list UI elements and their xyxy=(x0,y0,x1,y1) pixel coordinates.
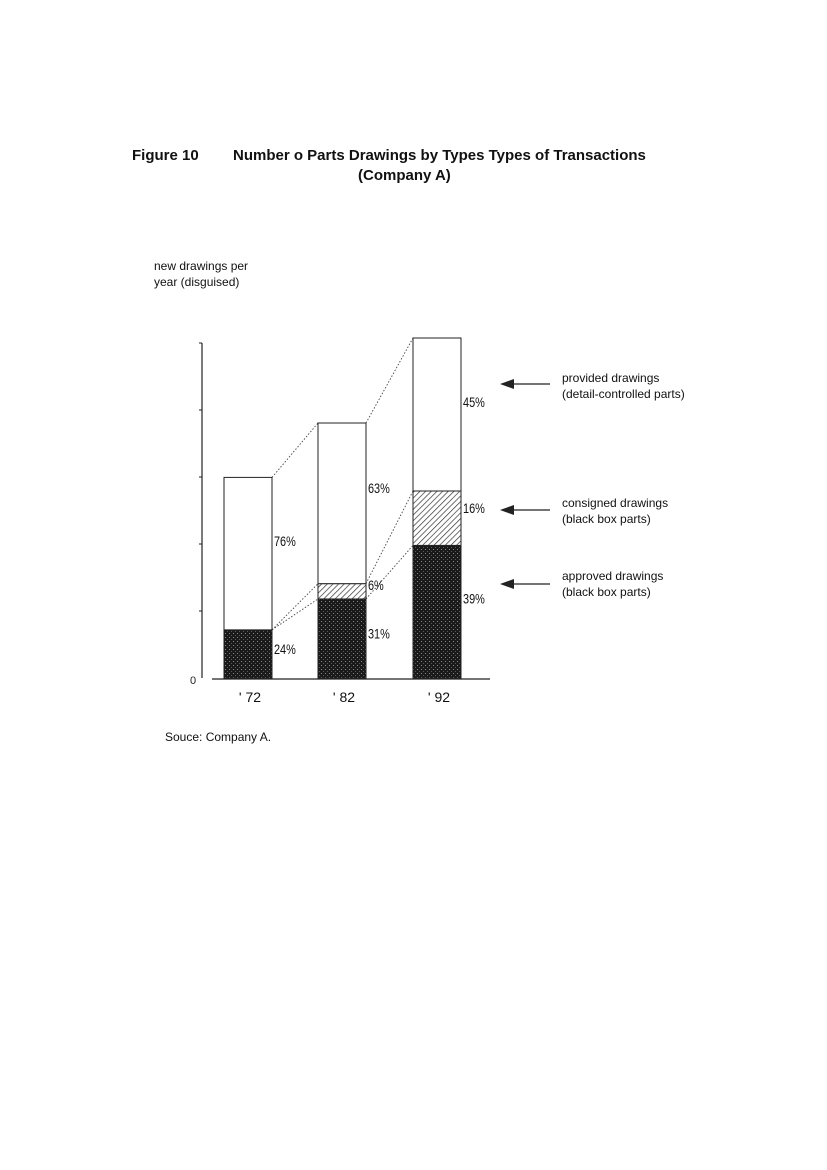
data-label-provided: 76% xyxy=(273,533,296,550)
figure-title-sub: (Company A) xyxy=(358,167,451,184)
connector-provided xyxy=(272,423,318,477)
data-label-consigned: 6% xyxy=(368,577,384,594)
data-label-approved: 39% xyxy=(462,591,485,607)
figure-title-main: Number o Parts Drawings by Types Types of Transactions xyxy=(233,147,646,164)
data-label-approved: 31% xyxy=(368,626,390,642)
bar-segment-provided xyxy=(318,423,366,584)
connector-consigned xyxy=(366,491,413,584)
data-label-provided: 63% xyxy=(368,480,390,497)
connector-provided xyxy=(366,338,413,423)
source-note: Souce: Company A. xyxy=(165,730,272,744)
y-axis-label-line1: new drawings per xyxy=(154,259,249,273)
data-label-approved: 24% xyxy=(273,641,296,658)
legend-sublabel-provided: (detail-controlled parts) xyxy=(562,387,685,401)
bar-segment-consigned xyxy=(318,584,366,599)
bar-segment-approved xyxy=(413,545,461,678)
arrow-left-icon xyxy=(500,579,514,589)
bar-segment-approved xyxy=(318,599,366,678)
legend-label-consigned: consigned drawings xyxy=(562,496,669,510)
connector-approved xyxy=(272,599,318,630)
x-tick-label: ' 92 xyxy=(427,689,451,705)
data-label-provided: 45% xyxy=(462,394,485,411)
y-axis-label-line2: year (disguised) xyxy=(154,275,240,289)
legend-sublabel-approved: (black box parts) xyxy=(562,585,651,599)
connector-consigned xyxy=(272,584,318,630)
y-axis-origin-label: 0 xyxy=(190,675,197,687)
legend-label-approved: approved drawings xyxy=(562,569,664,583)
legend-sublabel-consigned: (black box parts) xyxy=(562,512,651,526)
bar-segment-provided xyxy=(413,338,461,491)
x-tick-label: ' 72 xyxy=(238,689,262,705)
bar-segment-consigned xyxy=(413,491,461,545)
x-tick-label: ' 82 xyxy=(332,689,356,705)
arrow-left-icon xyxy=(500,505,514,515)
data-label-consigned: 16% xyxy=(462,500,485,517)
legend-label-provided: provided drawings xyxy=(562,371,660,385)
bar-segment-approved xyxy=(224,630,272,678)
figure-number: Figure 10 xyxy=(132,147,199,164)
bar-segment-provided xyxy=(224,477,272,629)
arrow-left-icon xyxy=(500,379,514,389)
